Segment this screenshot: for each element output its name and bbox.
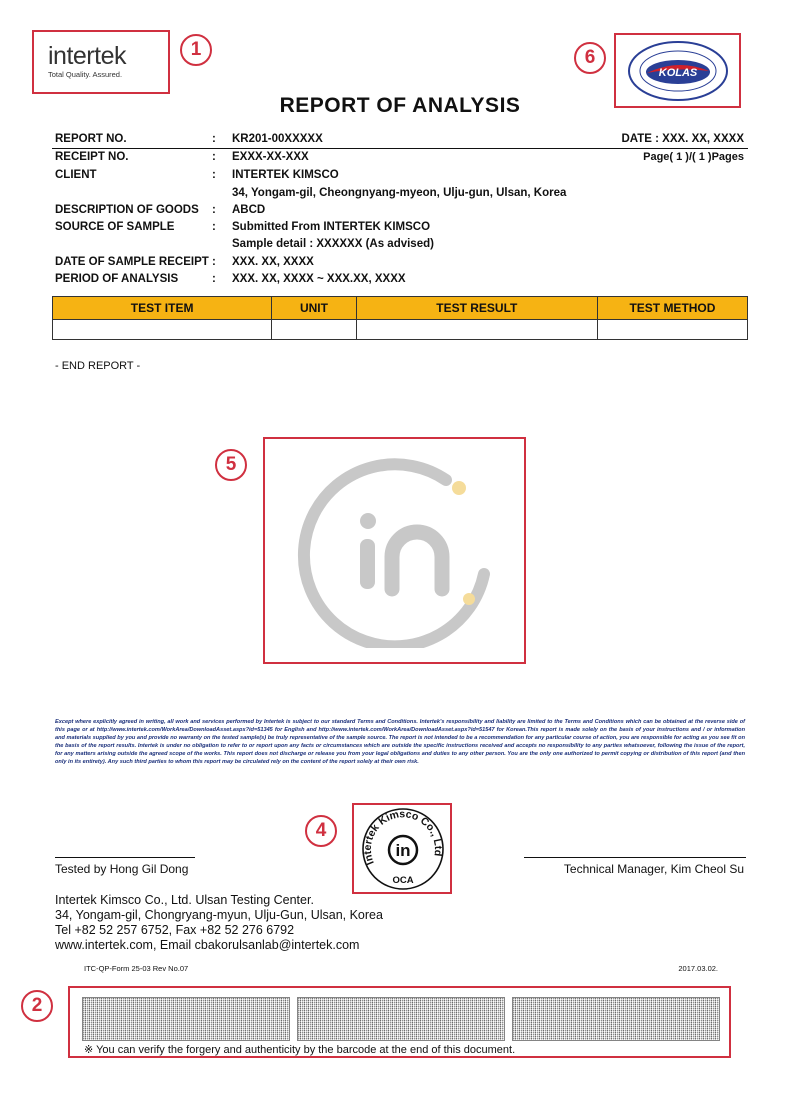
table-cell	[272, 320, 356, 340]
receipt-no-value: EXXX-XX-XXX	[232, 151, 309, 163]
goods-colon: :	[212, 204, 216, 216]
seal-bottom-text: OCA	[392, 875, 414, 886]
period-colon: :	[212, 273, 216, 285]
seal-ring-text: Intertek Kimsco Co., Ltd	[361, 808, 445, 867]
end-report: - END REPORT -	[55, 360, 141, 372]
form-date: 2017.03.02.	[678, 964, 718, 973]
table-cell	[356, 320, 597, 340]
marker-2: 2	[21, 990, 53, 1022]
receipt-date-colon: :	[212, 256, 216, 268]
kolas-logo-text: KOLAS	[658, 67, 698, 79]
receipt-no-colon: :	[212, 151, 216, 163]
verification-barcode-3	[512, 997, 720, 1041]
receipt-date-value: XXX. XX, XXXX	[232, 256, 314, 268]
header-test-result: TEST RESULT	[356, 297, 597, 320]
source-label: SOURCE OF SAMPLE	[55, 221, 175, 233]
client-label: CLIENT	[55, 169, 97, 181]
seal-center-text: in	[395, 841, 411, 860]
report-date: DATE : XXX. XX, XXXX	[621, 133, 744, 145]
intertek-watermark	[294, 453, 499, 648]
report-no-colon: :	[212, 133, 216, 145]
tested-by: Tested by Hong Gil Dong	[55, 862, 189, 876]
page-title: REPORT OF ANALYSIS	[279, 94, 521, 117]
marker-6: 6	[574, 42, 606, 74]
page-count: Page( 1 )/( 1 )Pages	[643, 151, 744, 163]
period-value: XXX. XX, XXXX ~ XXX.XX, XXXX	[232, 273, 406, 285]
client-address: 34, Yongam-gil, Cheongnyang-myeon, Ulju-gun, Ulsan, Korea	[232, 187, 567, 199]
verification-barcode-1	[82, 997, 290, 1041]
disclaimer-text: Except where explicitly agreed in writing, all work and services performed by Intertek is subject to our standard Terms and Conditions. Intertek's responsibility and liability are limited to the Terms and Conditions which can be obtained at the reverse side of this page or at http://www.intertek.com/WorkArea/DownloadAsset.aspx?id=51345 for English and http://www.intertek.com/WorkArea/DownloadAsset.aspx?id=51547 for Korean.This report is made solely on the basis of your instructions and / or information and materials supplied by you and provide no warranty on the tested sample(s) be truly representative of the sample source. The report is not intended to be a recommendation for any particular course of action, you are responsible for acting as you see fit on the basis of the report results. Intertek is under no obligation to refer to or report upon any facts or circumstances which are outside the specific instructions received and accepts no responsibility to any parties whatsoever, following the issue of the report, for any matters arising outside the agreed scope of the works. This report does not discharge or release you from your legal obligations and duties to any other person. You are the only one authorized to permit copying or distribution of this report (and then only in its entirety). Any such third parties to whom this report may be circulated rely on the content of the report solely at their own risk.	[55, 719, 745, 765]
header-test-item: TEST ITEM	[53, 297, 272, 320]
goods-value: ABCD	[232, 204, 266, 216]
goods-label: DESCRIPTION OF GOODS	[55, 204, 199, 216]
report-no-value: KR201-00XXXXX	[232, 133, 323, 145]
source-detail: Sample detail : XXXXXX (As advised)	[232, 238, 434, 250]
company-seal	[360, 805, 446, 891]
technical-manager: Technical Manager, Kim Cheol Su	[563, 862, 744, 876]
receipt-date-label: DATE OF SAMPLE RECEIPT	[55, 256, 209, 268]
footer-address: 34, Yongam-gil, Chongryang-myun, Ulju-Gun, Ulsan, Korea	[55, 908, 383, 922]
period-label: PERIOD OF ANALYSIS	[55, 273, 179, 285]
barcode-note: ※ You can verify the forgery and authenticity by the barcode at the end of this document.	[84, 1044, 516, 1056]
tested-by-signature-line	[55, 857, 195, 858]
table-row	[53, 320, 748, 340]
intertek-logo	[48, 44, 126, 79]
manager-signature-line	[524, 857, 746, 858]
marker-1: 1	[180, 34, 212, 66]
marker-5: 5	[215, 449, 247, 481]
source-colon: :	[212, 221, 216, 233]
header-divider	[52, 148, 748, 149]
client-colon: :	[212, 169, 216, 181]
table-cell	[53, 320, 272, 340]
header-unit: UNIT	[272, 297, 356, 320]
receipt-no-label: RECEIPT NO.	[55, 151, 129, 163]
footer-phone: Tel +82 52 257 6752, Fax +82 52 276 6792	[55, 923, 295, 937]
footer-company: Intertek Kimsco Co., Ltd. Ulsan Testing Center.	[55, 893, 314, 907]
logo-tagline: Total Quality. Assured.	[48, 70, 123, 79]
table-cell	[597, 320, 747, 340]
table-header-row	[53, 297, 748, 320]
form-code: ITC-QP-Form 25-03 Rev No.07	[84, 964, 189, 973]
kolas-logo	[627, 40, 729, 102]
verification-barcode-2	[297, 997, 505, 1041]
client-value: INTERTEK KIMSCO	[232, 169, 339, 181]
marker-4: 4	[305, 815, 337, 847]
footer-web-email: www.intertek.com, Email cbakorulsanlab@intertek.com	[55, 938, 360, 952]
header-test-method: TEST METHOD	[597, 297, 747, 320]
logo-wordmark: intertek	[48, 42, 126, 70]
test-results-table	[52, 296, 748, 340]
source-value: Submitted From INTERTEK KIMSCO	[232, 221, 431, 233]
report-no-label: REPORT NO.	[55, 133, 127, 145]
